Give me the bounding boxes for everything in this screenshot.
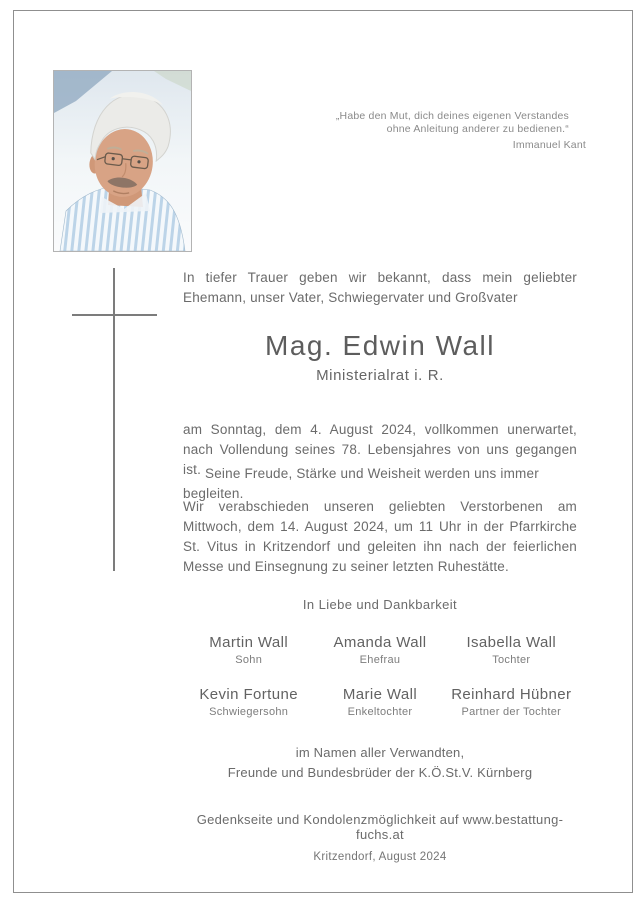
quote-line-1: „Habe den Mut, dich deines eigenen Verstandes — [335, 110, 569, 122]
quote-attribution: Immanuel Kant — [512, 139, 586, 151]
memorial-website-line: Gedenkseite und Kondolenzmöglichkeit auf www.bestattung-fuchs.at — [196, 812, 564, 842]
mourner-name: Amanda Wall — [333, 634, 427, 651]
mourner-relation: Tochter — [492, 654, 531, 666]
mourner-relation: Schwiegersohn — [209, 706, 289, 718]
mourner-name: Martin Wall — [209, 634, 289, 651]
closing-lines — [183, 743, 577, 783]
tribute-line: Seine Freude, Stärke und Weisheit werden uns immer begleiten. — [183, 466, 539, 501]
death-notice: am Sonntag, dem 4. August 2024, vollkommen unerwartet, nach Vollendung seines 78. Lebensjahres von uns gegangen ist. — [183, 422, 577, 477]
mourner-martin-wall — [183, 634, 314, 666]
announcement-intro: In tiefer Trauer geben wir bekannt, dass mein geliebter Ehemann, unser Vater, Schwiegervater und Großvater — [183, 270, 577, 305]
mourner-relation: Sohn — [235, 654, 263, 666]
deceased-name: Mag. Edwin Wall — [265, 330, 495, 361]
deceased-title: Ministerialrat i. R. — [316, 367, 444, 384]
mourners-heading: In Liebe und Dankbarkeit — [302, 597, 458, 612]
mourner-kevin-fortune — [183, 686, 314, 718]
closing-line-1: im Namen aller Verwandten, — [295, 745, 465, 760]
mourner-marie-wall — [314, 686, 445, 718]
cross-horizontal-bar — [72, 314, 157, 316]
portrait-illustration — [54, 71, 191, 251]
funeral-details: Wir verabschieden unseren geliebten Verstorbenen am Mittwoch, dem 14. August 2024, um 11 Uhr in der Pfarrkirche St. Vitus in Kritzendorf und geleiten ihn nach der feierlichen Messe und Einsegnung zu seiner letzten Ruhestätte. — [183, 499, 577, 574]
mourner-name: Kevin Fortune — [199, 686, 298, 703]
mourner-name: Isabella Wall — [466, 634, 557, 651]
mourner-isabella-wall — [446, 634, 577, 666]
mourner-relation: Partner der Tochter — [461, 706, 562, 718]
mourner-reinhard-huebner — [446, 686, 577, 718]
quote-line-2: ohne Anleitung anderer zu bedienen.“ — [386, 123, 569, 135]
portrait-photo — [53, 70, 192, 252]
mourner-amanda-wall — [314, 634, 445, 666]
place-date-line: Kritzendorf, August 2024 — [313, 851, 447, 863]
mourner-relation: Enkeltochter — [347, 706, 413, 718]
quote-text — [336, 110, 569, 136]
quote-block — [336, 110, 586, 152]
closing-line-2: Freunde und Bundesbrüder der K.Ö.St.V. Kürnberg — [227, 765, 533, 780]
mourner-relation: Ehefrau — [359, 654, 401, 666]
mourners-row-1 — [183, 634, 577, 666]
mourner-name: Marie Wall — [342, 686, 418, 703]
mourners-row-2 — [183, 686, 577, 718]
mourner-name: Reinhard Hübner — [451, 686, 572, 703]
